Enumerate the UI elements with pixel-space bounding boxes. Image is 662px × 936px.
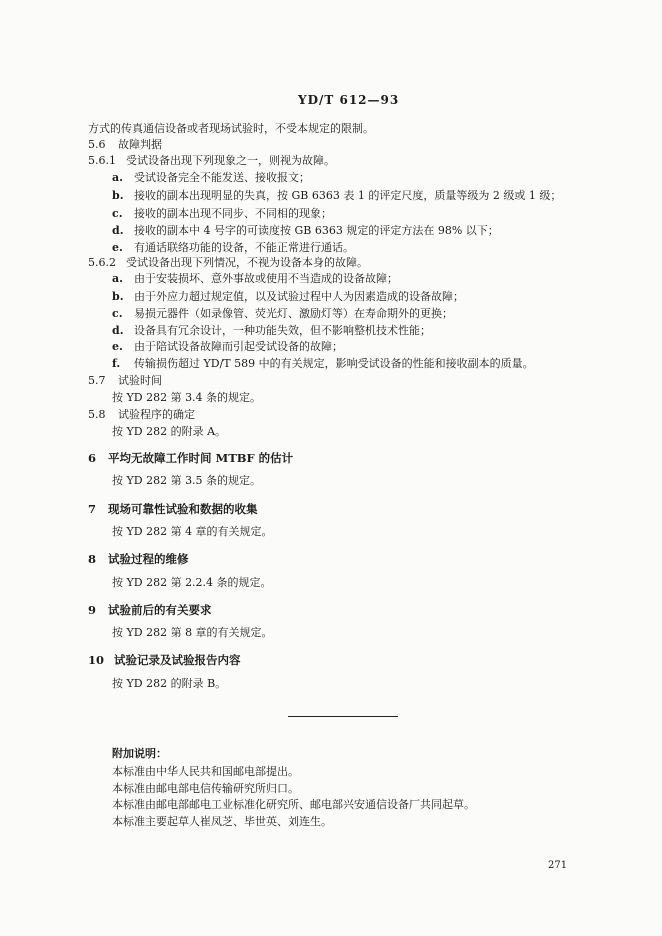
list-item: c. 接收的副本出现不同步、不同相的现象；: [112, 207, 332, 220]
chapter-10-heading: 10 试验记录及试验报告内容: [88, 653, 241, 667]
chapter-body: 按 YD 282 第 4 章的有关规定。: [112, 525, 273, 538]
end-rule: [288, 716, 398, 717]
section-number: 5.8: [88, 408, 106, 421]
note-line: 本标准由邮电部电信传输研究所归口。: [112, 782, 299, 795]
section-5-6-heading: [88, 138, 162, 152]
section-5-6-1-heading: [88, 154, 335, 168]
note-line: 本标准由邮电部邮电工业标准化研究所、邮电部兴安通信设备厂共同起草。: [112, 798, 475, 811]
list-item: a. 由于安装损坏、意外事故或使用不当造成的设备故障；: [112, 272, 398, 285]
chapter-body: 按 YD 282 第 2.2.4 条的规定。: [112, 576, 272, 589]
list-item: d. 接收的副本中 4 号字的可读度按 GB 6363 规定的评定方法在 98% 以下；: [112, 224, 499, 237]
section-number: 5.6.2: [88, 256, 116, 269]
section-title: 试验程序的确定: [118, 408, 195, 421]
section-5-7-heading: [88, 374, 162, 388]
continuation-text: 方式的传真通信设备或者现场试验时，不受本规定的限制。: [88, 122, 374, 135]
chapter-6-heading: 6 平均无故障工作时间 MTBF 的估计: [88, 451, 294, 465]
section-number: 5.7: [88, 374, 106, 387]
list-item: f. 传输损伤超过 YD/T 589 中的有关规定，影响受试设备的性能和接收副本的质量。: [112, 357, 534, 370]
chapter-body: 按 YD 282 第 8 章的有关规定。: [112, 626, 273, 639]
list-item: a. 受试设备完全不能发送、接收报文；: [112, 171, 310, 184]
chapter-7-heading: 7 现场可靠性试验和数据的收集: [88, 502, 258, 516]
chapter-9-heading: 9 试验前后的有关要求: [88, 603, 212, 617]
section-number: 5.6: [88, 138, 106, 151]
notes-title: 附加说明：: [112, 747, 167, 760]
chapter-body: 按 YD 282 第 3.5 条的规定。: [112, 474, 262, 487]
note-line: 本标准主要起草人崔凤芝、毕世英、刘连生。: [112, 815, 332, 828]
note-line: 本标准由中华人民共和国邮电部提出。: [112, 765, 299, 778]
list-item: c. 易损元器件（如录像管、荧光灯、激励灯等）在寿命期外的更换；: [112, 307, 453, 320]
section-title: 受试设备出现下列情况，不视为设备本身的故障。: [126, 256, 368, 269]
section-title: 试验时间: [118, 374, 162, 387]
list-item: b. 接收的副本出现明显的失真，按 GB 6363 表 1 的评定尺度，质量等级为 2 级或 1 级；: [112, 189, 562, 202]
section-body: 按 YD 282 的附录 A。: [112, 425, 227, 438]
page-number: 271: [548, 860, 568, 871]
section-5-6-2-heading: [88, 256, 368, 270]
chapter-8-heading: 8 试验过程的维修: [88, 552, 189, 566]
section-title: 故障判据: [118, 138, 162, 151]
list-item: e. 由于陪试设备故障而引起受试设备的故障；: [112, 340, 343, 353]
list-item: d. 设备具有冗余设计，一种功能失效，但不影响整机技术性能；: [112, 324, 431, 337]
section-title: 受试设备出现下列现象之一，则视为故障。: [126, 154, 335, 167]
list-item: e. 有通话联络功能的设备，不能正常进行通话。: [112, 241, 354, 254]
section-number: 5.6.1: [88, 154, 116, 167]
section-body: 按 YD 282 第 3.4 条的规定。: [112, 391, 262, 404]
chapter-body: 按 YD 282 的附录 B。: [112, 677, 227, 690]
section-5-8-heading: [88, 408, 195, 422]
list-item: b. 由于外应力超过规定值，以及试验过程中人为因素造成的设备故障；: [112, 290, 464, 303]
doc-code-header: YD/T 612—93: [298, 93, 400, 107]
